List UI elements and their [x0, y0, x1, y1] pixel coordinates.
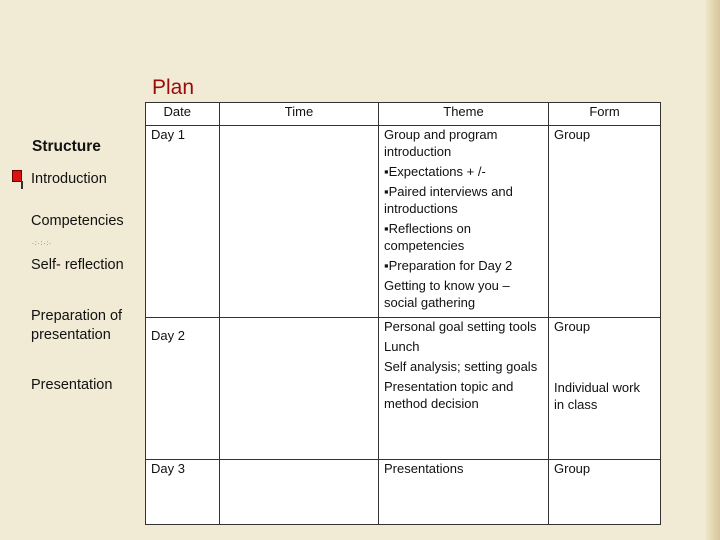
row2-time: [220, 318, 379, 460]
form-line: Individual work: [554, 380, 640, 395]
theme-line: social gathering: [384, 295, 476, 310]
theme-line: Personal goal setting tools: [384, 319, 537, 334]
theme-line: introduction: [384, 144, 452, 159]
list-item-presentation: Presentation: [31, 377, 113, 393]
row1-time: [220, 126, 379, 318]
theme-line: Presentations: [384, 461, 464, 476]
header-time: Time: [220, 103, 379, 126]
list-item-competencies: Competencies: [31, 213, 124, 229]
theme-line: ▪Reflections on: [384, 221, 471, 236]
row1-theme: [379, 126, 549, 318]
theme-line: Self analysis; setting goals: [384, 359, 538, 374]
list-item-introduction: Introduction: [31, 171, 107, 187]
row1-form: [549, 126, 661, 318]
list-item-self-reflection: Self- reflection: [31, 257, 124, 273]
header-date: Date: [146, 103, 220, 126]
page-title: Plan: [152, 76, 195, 99]
header-form: Form: [549, 103, 661, 126]
row3-time: [220, 460, 379, 525]
structure-heading: Structure: [32, 138, 101, 155]
dots-decoration: ·:·:·:·: [32, 241, 52, 247]
table-header-row: [146, 103, 661, 126]
theme-line: Lunch: [384, 339, 420, 354]
theme-line: ▪Expectations + /-: [384, 164, 486, 179]
list-item-preparation: Preparation of: [31, 308, 123, 324]
theme-line: method decision: [384, 396, 479, 411]
table-row: [146, 126, 661, 318]
form-line: in class: [554, 397, 598, 412]
row2-theme: [379, 318, 549, 460]
theme-line: Getting to know you –: [384, 278, 510, 293]
theme-line: Group and program: [384, 127, 498, 142]
bullet-marker-stem: [21, 181, 23, 189]
theme-line: Presentation topic and: [384, 379, 514, 394]
theme-line: introductions: [384, 201, 458, 216]
form-line: Group: [554, 461, 591, 476]
row3-theme: [379, 460, 549, 525]
form-line: Group: [554, 319, 591, 334]
header-theme: Theme: [379, 103, 549, 126]
plan-table: [145, 102, 661, 525]
right-decorative-strip: [706, 0, 720, 540]
theme-line: competencies: [384, 238, 465, 253]
row1-date: Day 1: [146, 126, 220, 318]
row2-form: [549, 318, 661, 460]
row2-date: Day 2: [146, 318, 220, 460]
form-line: Group: [554, 127, 591, 142]
row3-form: [549, 460, 661, 525]
theme-line: ▪Paired interviews and: [384, 184, 513, 199]
table-row: [146, 460, 661, 525]
row3-date: Day 3: [146, 460, 220, 525]
theme-line: ▪Preparation for Day 2: [384, 258, 513, 273]
table-row: [146, 318, 661, 460]
list-item-presentation-line2: presentation: [31, 327, 111, 343]
